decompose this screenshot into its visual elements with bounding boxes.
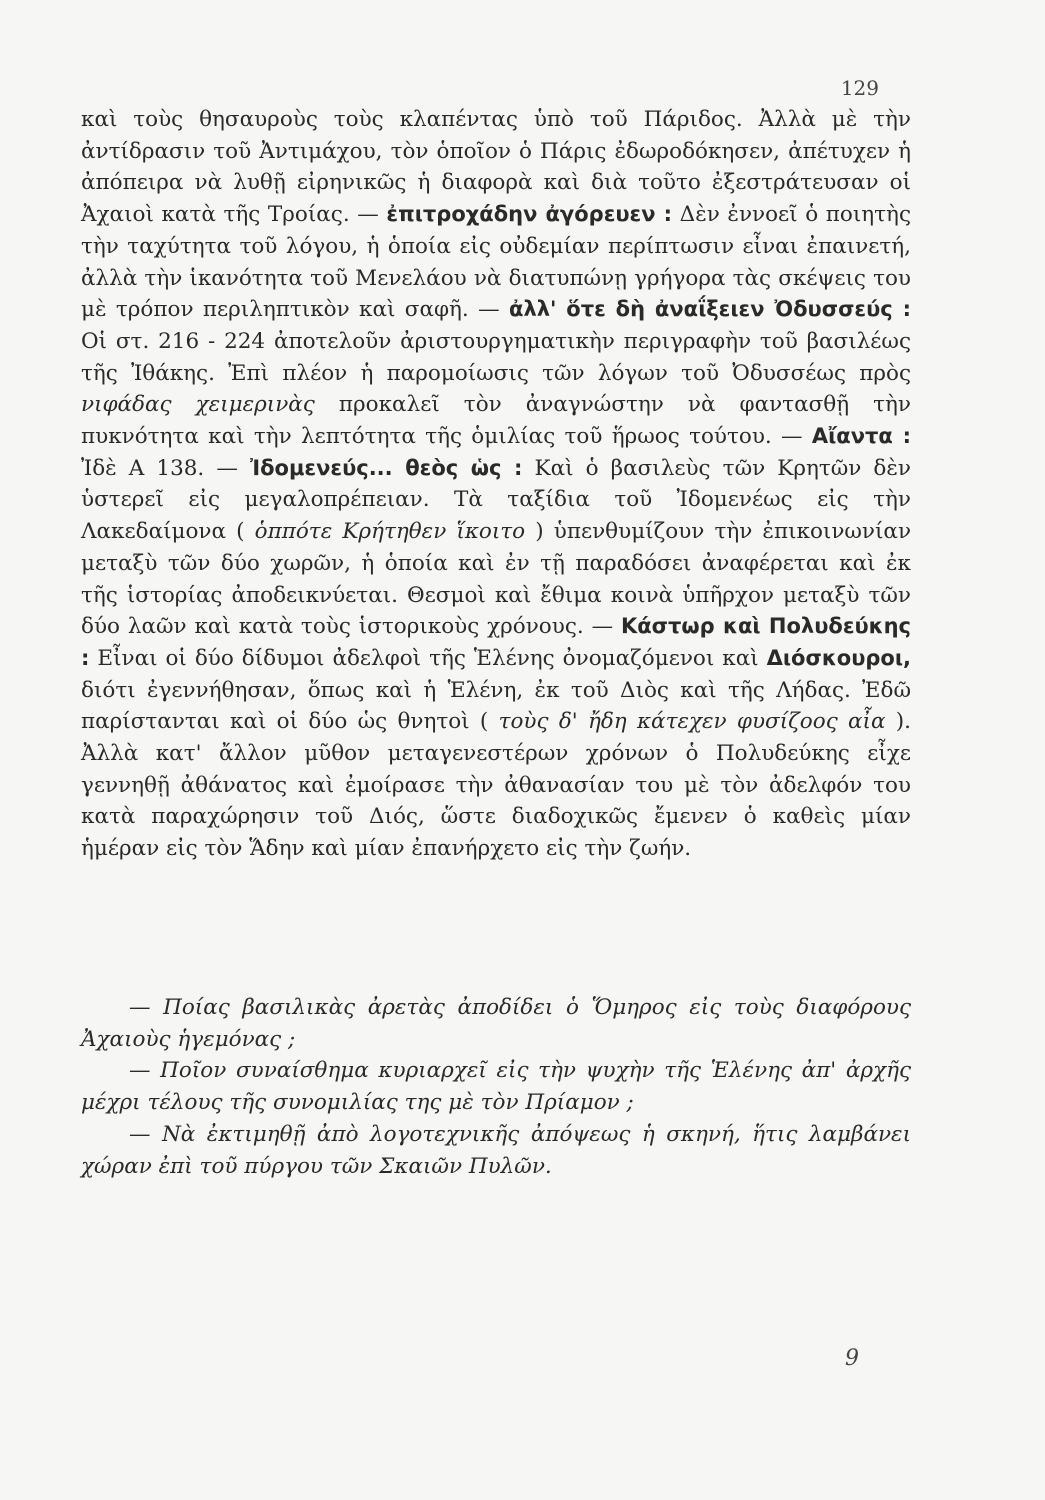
- text-run: Δὲν ἐννοεῖ ὁ ποιητὴς τὴν ταχύτητα τοῦ λόγου, ἡ ὁποία εἰς οὐδεμίαν περίπτωσιν εἶναι ἐπαινετή, ἀλλὰ τὴν ἱκανότητα τοῦ Μενελάου νὰ διατυπώνῃ γρήγορα τὰς σκέψεις του μὲ τρόπον περιληπτικὸν καὶ σαφῆ. —: [81, 202, 911, 323]
- lemma-heading: Διόσκουροι,: [766, 645, 911, 670]
- lemma-heading: Κάστωρ καὶ Πολυδεύκης :: [81, 614, 912, 670]
- text-run: Ἰδὲ Α 138. —: [81, 455, 250, 481]
- quoted-phrase: τοὺς δ' ἤδη κάτεχεν φυσίζοος αἶα: [498, 709, 886, 735]
- page-number: 129: [840, 76, 879, 100]
- lemma-heading: Αἴαντα :: [811, 424, 911, 449]
- text-run: Οἱ στ. 216 - 224 ἀποτελοῦν ἀριστουργηματικὴν περιγραφὴν τοῦ βασιλέως τῆς Ἰθάκης. Ἐπὶ πλέον ἡ παρομοίωσις τῶν λόγων τοῦ Ὀδυσσέως πρὸς: [81, 328, 911, 386]
- text-run: διότι ἐγεννήθησαν, ὅπως καὶ ἡ Ἑλένη, ἐκ τοῦ Διὸς καὶ τῆς Λήδας. Ἐδῶ παρίστανται καὶ οἱ δύο ὡς θνητοὶ (: [81, 677, 911, 735]
- signature-mark: 9: [845, 1346, 859, 1371]
- text-run: Εἶναι οἱ δύο δίδυμοι ἀδελφοὶ τῆς Ἑλένης ὀνομαζόμενοι καὶ: [89, 645, 767, 671]
- question-item: — Ποῖον συναίσθημα κυριαρχεῖ εἰς τὴν ψυχὴν τῆς Ἑλένης ἀπ' ἀρχῆς μέχρι τέλους τῆς συνομιλίας της μὲ τὸν Πρίαμον ;: [81, 1058, 911, 1116]
- commentary-paragraph: [81, 104, 911, 865]
- question-item: — Νὰ ἐκτιμηθῇ ἀπὸ λογοτεχνικῆς ἀπόψεως ἡ σκηνή, ἥτις λαμβάνει χώραν ἐπὶ τοῦ πύργου τῶν Σκαιῶν Πυλῶν.: [81, 1121, 911, 1179]
- text-run: προκαλεῖ τὸν ἀναγνώστην νὰ φαντασθῇ τὴν πυκνότητα καὶ τὴν λεπτότητα τῆς ὁμιλίας τοῦ ἥρωος τούτου. —: [81, 392, 911, 450]
- text-run: ). Ἀλλὰ κατ' ἄλλον μῦθον μεταγενεστέρων χρόνων ὁ Πολυδεύκης εἶχε γεννηθῇ ἀθάνατος καὶ ἐμοίρασε τὴν ἀθανασίαν του μὲ τὸν ἀδελφόν του κατὰ παραχώρησιν τοῦ Διός, ὥστε διαδοχικῶς ἔμενεν ὁ καθεὶς μίαν ἡμέραν εἰς τὸν Ἅδην καὶ μίαν ἐπανήρχετο εἰς τὴν ζωήν.: [81, 709, 912, 862]
- study-questions: [81, 992, 911, 1182]
- text-run: Καὶ ὁ βασιλεὺς τῶν Κρητῶν δὲν ὑστερεῖ εἰς μεγαλοπρέπειαν. Τὰ ταξίδια τοῦ Ἰδομενέως εἰς τὴν Λακεδαίμονα (: [81, 455, 911, 545]
- quoted-phrase: νιφάδας χειμερινὰς: [81, 392, 315, 418]
- question-item: — Ποίας βασιλικὰς ἀρετὰς ἀποδίδει ὁ Ὅμηρος εἰς τοὺς διαφόρους Ἀχαιοὺς ἡγεμόνας ;: [81, 995, 911, 1052]
- lemma-heading: ἀλλ' ὅτε δὴ ἀναΐξειεν Ὀδυσσεύς :: [509, 297, 911, 322]
- text-run: ) ὑπενθυμίζουν τὴν ἐπικοινωνίαν μεταξὺ τῶν δύο χωρῶν, ἡ ὁποία καὶ ἐν τῇ παραδόσει ἀναφέρεται καὶ ἐκ τῆς ἱστορίας ἀποδεικνύεται. Θεσμοὶ καὶ ἔθιμα κοινὰ ὑπῆρχον μεταξὺ τῶν δύο λαῶν καὶ κατὰ τοὺς ἱστορικοὺς χρόνους. —: [81, 519, 912, 640]
- lemma-heading: Ἰδομενεύς... θεὸς ὡς :: [249, 455, 523, 480]
- lemma-heading: ἐπιτροχάδην ἀγόρευεν :: [386, 202, 673, 227]
- text-run: καὶ τοὺς θησαυροὺς τοὺς κλαπέντας ὑπὸ τοῦ Πάριδος. Ἀλλὰ μὲ τὴν ἀντίδρασιν τοῦ Ἀντιμάχου, τὸν ὁποῖον ὁ Πάρις ἐδωροδόκησεν, ἀπέτυχεν ἡ ἀπόπειρα νὰ λυθῇ εἰρηνικῶς ἡ διαφορὰ καὶ διὰ τοῦτο ἐξεστράτευσαν οἱ Ἀχαιοὶ κατὰ τῆς Τροίας. —: [81, 107, 911, 228]
- quoted-phrase: ὁππότε Κρήτηθεν ἵκοιτο: [254, 519, 526, 545]
